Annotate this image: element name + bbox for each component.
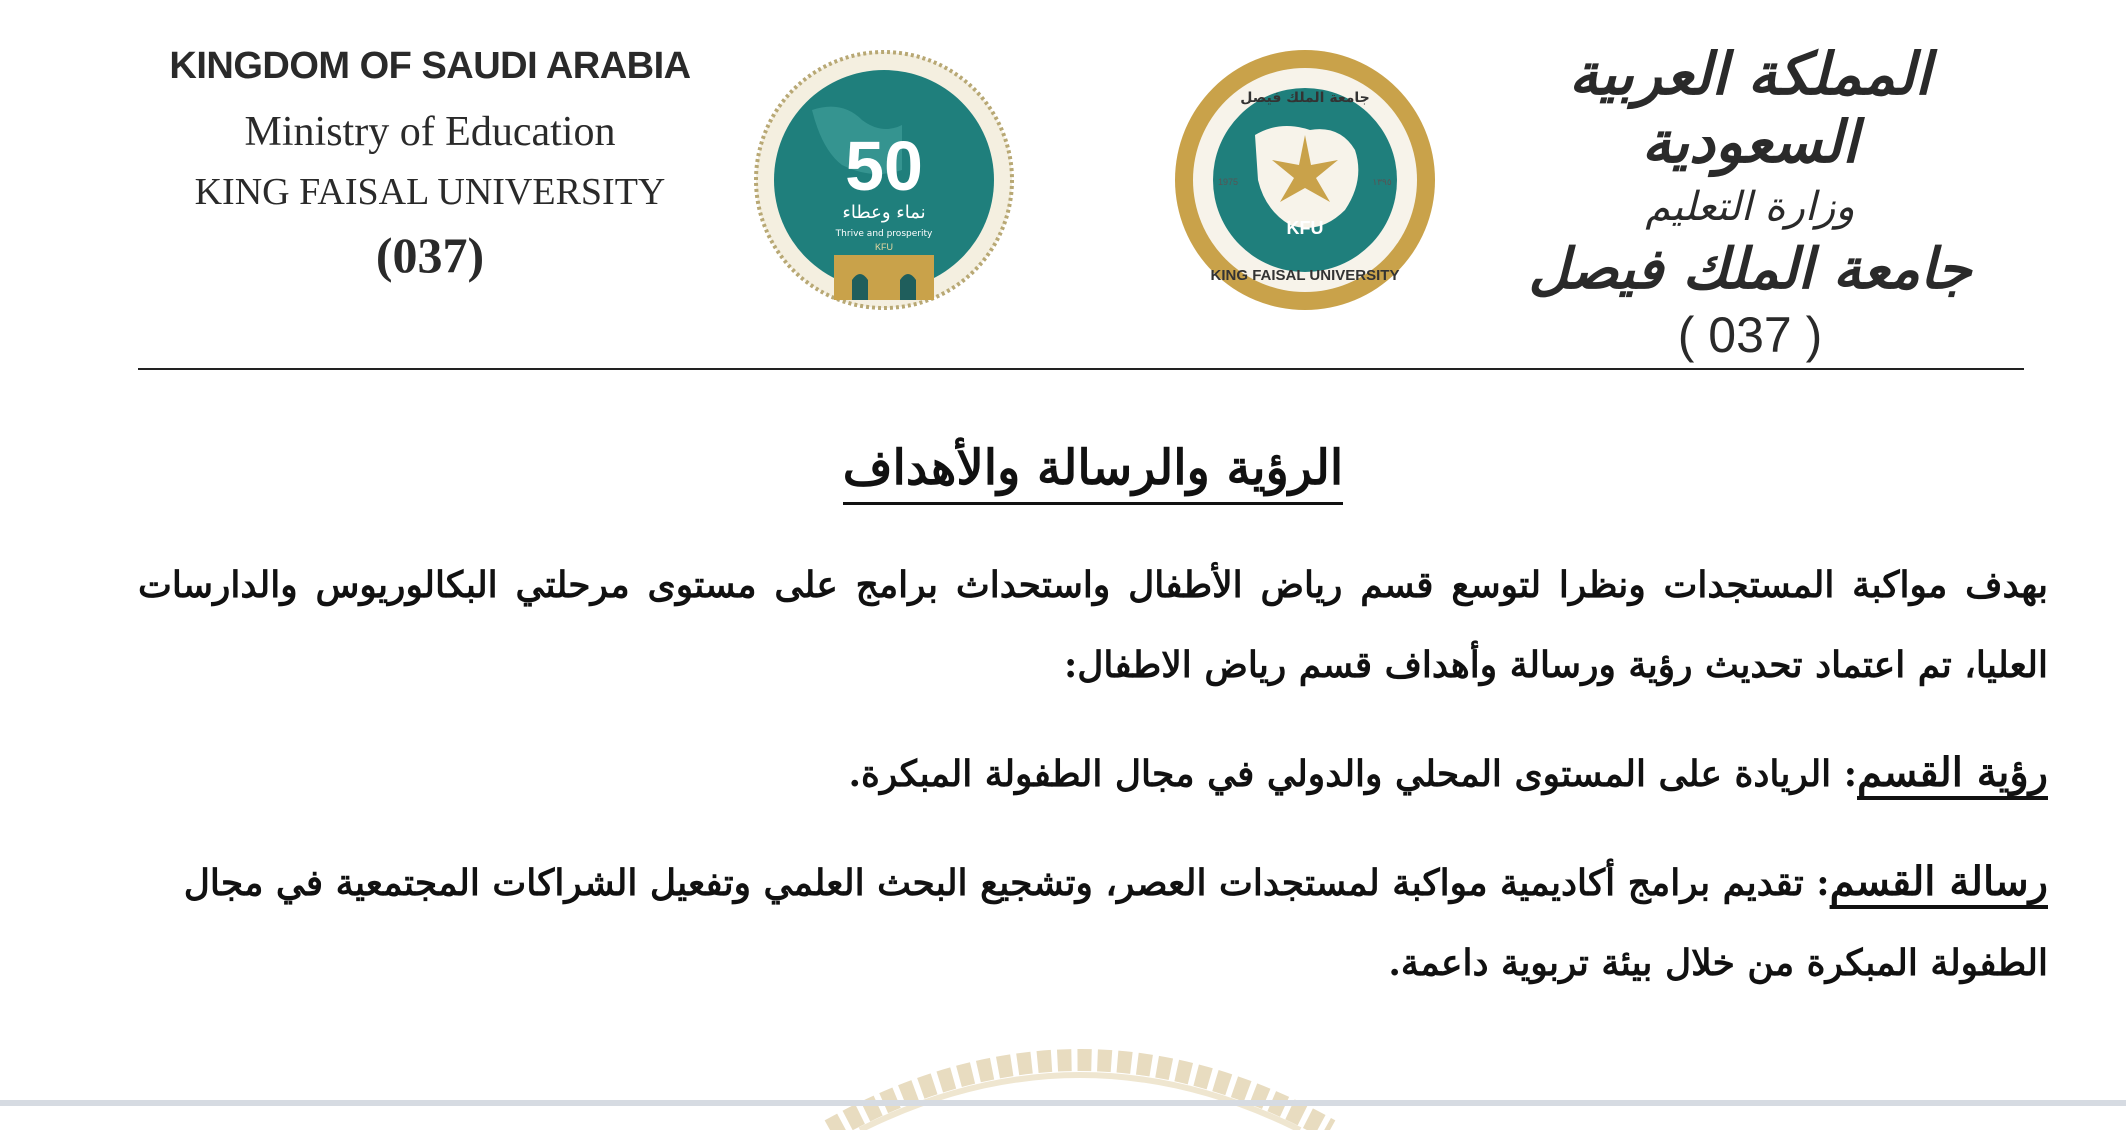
seal-english-text: KING FAISAL UNIVERSITY (1210, 267, 1400, 284)
university-name-en: KING FAISAL UNIVERSITY (194, 171, 666, 213)
logo-50-arabic-text: نماء وعطاء (842, 202, 926, 223)
vision-section (138, 733, 2048, 814)
seal-year-left: 1975 (1217, 177, 1239, 187)
page-title-text: الرؤية والرسالة والأهداف (843, 440, 1343, 505)
english-letterhead (160, 45, 700, 284)
ministry-name-ar: وزارة التعليم (1645, 184, 1855, 230)
logo-50-brand: KFU (875, 242, 893, 252)
vision-label: رؤية القسم (1857, 749, 2048, 796)
arabic-letterhead (1470, 40, 2030, 364)
university-code-ar: ( 037 ) (1677, 307, 1823, 363)
intro-paragraph: بهدف مواكبة المستجدات ونظرا لتوسع قسم رياض الأطفال واستحداث برامج على مستوى مرحلتي البكالوريوس والدارسات العليا، تم اعتماد تحديث رؤية ورسالة وأهداف قسم رياض الاطفال: (138, 564, 2049, 686)
vision-colon: : (1831, 753, 1858, 795)
seal-year-right: ١٣٩٥ (1372, 178, 1392, 188)
mission-section (138, 842, 2048, 1003)
logo-50-english-text: Thrive and prosperity (835, 229, 933, 239)
page-bottom-edge (0, 1100, 2126, 1106)
page-title (138, 440, 2048, 505)
ministry-name-en: Ministry of Education (244, 109, 616, 155)
university-code-en: (037) (375, 227, 485, 283)
seal-brand: KFU (1286, 218, 1324, 238)
seal-arabic-text: جامعة الملك فيصل (1240, 90, 1370, 106)
kfu-50-anniversary-logo (752, 40, 1017, 320)
letterhead (0, 0, 2126, 380)
mission-text: تقديم برامج أكاديمية مواكبة لمستجدات العصر، وتشجيع البحث العلمي وتفعيل الشراكات المجتمعية في مجال الطفولة المبكرة من خلال بيئة تربوية داعمة. (183, 862, 2048, 984)
kingdom-name-en: KINGDOM OF SAUDI ARABIA (169, 45, 691, 87)
vision-text: الريادة على المستوى المحلي والدولي في مجال الطفولة المبكرة. (848, 753, 1832, 795)
mission-colon: : (1803, 862, 1830, 904)
mission-label: رسالة القسم (1829, 858, 2048, 905)
header-divider (138, 368, 2024, 370)
anniversary-number: 50 (845, 127, 923, 205)
kingdom-name-ar: المملكة العربية السعودية (1569, 40, 1931, 176)
university-name-ar: جامعة الملك فيصل (1528, 236, 1972, 302)
kfu-seal-logo (1170, 40, 1440, 320)
watermark-seal (820, 1010, 1340, 1130)
document-body (138, 440, 2048, 1003)
